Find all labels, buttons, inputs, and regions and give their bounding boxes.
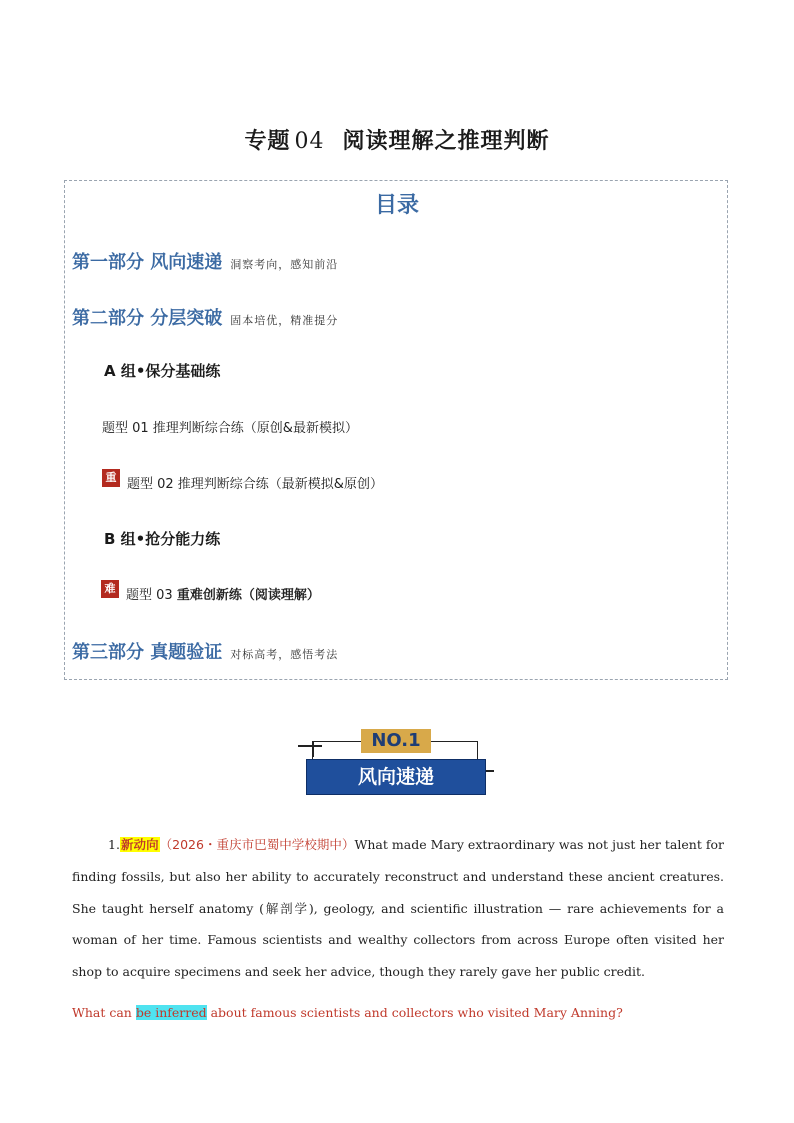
- toc-part-2-label: 第二部分 分层突破: [72, 308, 223, 329]
- title-number: 04: [294, 129, 325, 154]
- toc-group-a[interactable]: A 组•保分基础练: [104, 362, 221, 380]
- toc-part-3[interactable]: [72, 638, 338, 664]
- toc-part-1-label: 第一部分 风向速递: [72, 252, 223, 273]
- question-passage: [72, 829, 724, 988]
- question-prompt: [72, 1005, 732, 1020]
- toc-part-1-sub: 洞察考向，感知前沿: [230, 258, 339, 271]
- toc-heading: 目录: [374, 193, 419, 218]
- prompt-highlight: be inferred: [135, 1005, 207, 1020]
- toc-part-2[interactable]: [72, 304, 338, 330]
- section-number-tag: NO.1: [361, 729, 431, 753]
- toc-item-1[interactable]: 题型 01 推理判断综合练（原创&最新模拟）: [102, 421, 358, 436]
- toc-group-b[interactable]: B 组•抢分能力练: [104, 530, 221, 548]
- toc-part-2-sub: 固本培优，精准提分: [230, 314, 339, 327]
- toc-item-3[interactable]: [126, 584, 320, 603]
- toc-item-3-bold: 重难创新练（阅读理解）: [176, 588, 320, 603]
- toc-part-1[interactable]: [72, 248, 338, 274]
- banner-right-line: [486, 770, 494, 772]
- toc-part-3-label: 第三部分 真题验证: [72, 642, 223, 663]
- toc-item-2[interactable]: 题型 02 推理判断综合练（最新模拟&原创）: [127, 477, 383, 492]
- toc-item-3-prefix: 题型 03: [126, 588, 177, 603]
- toc-part-3-sub: 对标高考，感悟考法: [230, 648, 339, 661]
- title-prefix: 专题: [244, 129, 291, 154]
- section-banner: 风向速递: [306, 759, 486, 795]
- question-source: （2026・重庆市巴蜀中学校期中）: [159, 837, 355, 852]
- question-number: 1.: [108, 837, 120, 852]
- passage-body: What made Mary extraordinary was not just her talent for finding fossils, but also her ability to accurately reconstruct and understand these ancient creatures. She taught herself anatomy (解剖学), geology, and scientific illustration — rare achievements for a woman of her time. Famous scientists and wealthy collectors from across Europe often visited her shop to acquire specimens and seek her advice, though they rarely gave her public credit.: [72, 837, 724, 980]
- difficult-badge: 难: [101, 580, 119, 598]
- prompt-before: What can: [72, 1005, 136, 1020]
- prompt-after: about famous scientists and collectors who visited Mary Anning?: [206, 1005, 623, 1020]
- new-trend-tag: 新动向: [120, 837, 159, 852]
- important-badge: 重: [102, 469, 120, 487]
- page-title: [0, 124, 794, 155]
- title-main: 阅读理解之推理判断: [342, 129, 550, 154]
